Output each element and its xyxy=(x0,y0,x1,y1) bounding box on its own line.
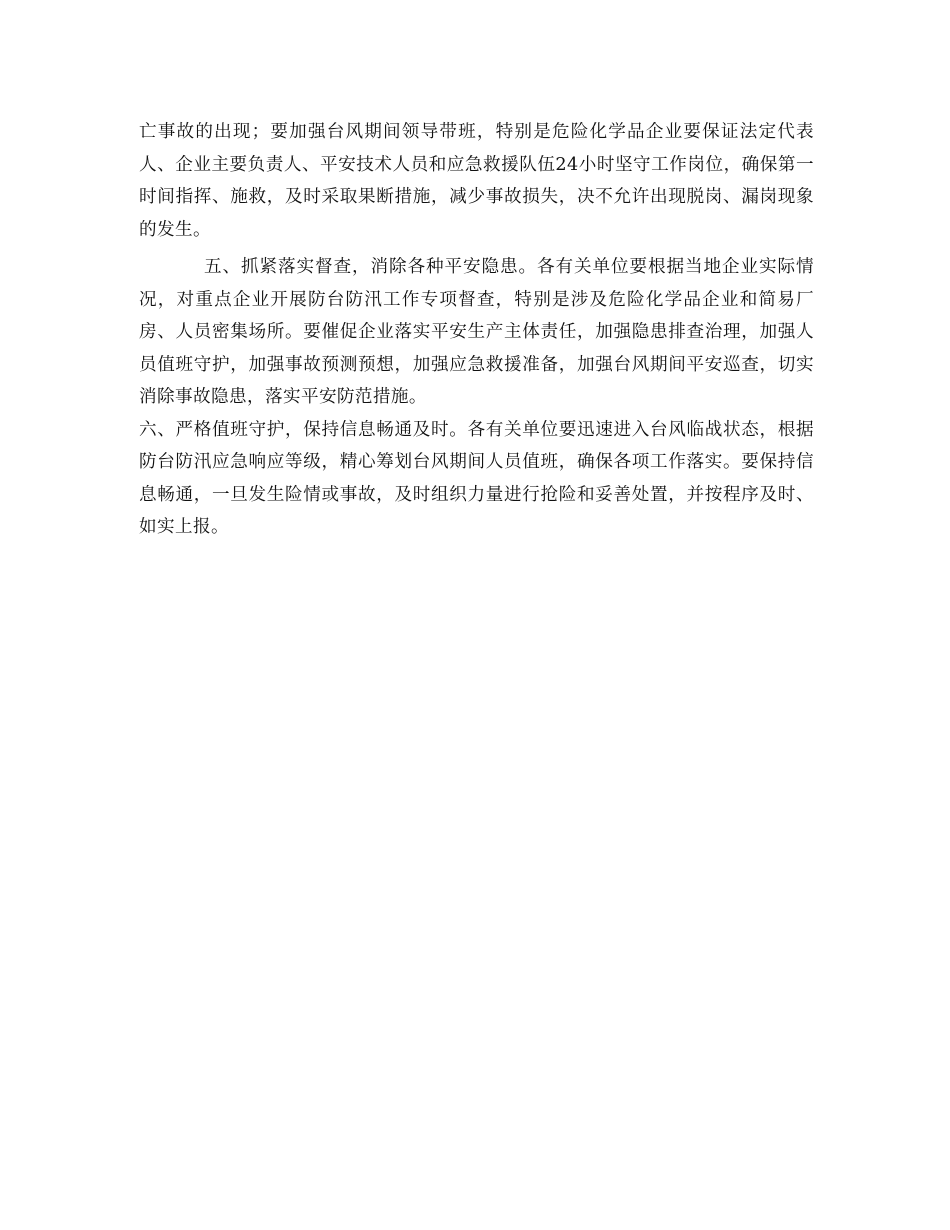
paragraph-section-six-duty: 六、严格值班守护，保持信息畅通及时。各有关单位要迅速进入台风临战状态，根据防台防汛应急响应等级，精心筹划台风期间人员值班，确保各项工作落实。要保持信息畅通，一旦发生险情或事故，及时组织力量进行抢险和妥善处置，并按程序及时、如实上报。 xyxy=(139,419,814,537)
document-body xyxy=(139,116,814,544)
paragraph-section-five-inspection: 五、抓紧落实督查，消除各种平安隐患。各有关单位要根据当地企业实际情况，对重点企业开展防台防汛工作专项督查，特别是涉及危险化学品企业和简易厂房、人员密集场所。要催促企业落实平安生产主体责任，加强隐患排查治理，加强人员值班守护，加强事故预测预想，加强应急救援准备，加强台风期间平安巡查，切实消除事故隐患，落实平安防范措施。 xyxy=(139,257,814,407)
paragraph-accident-leadership: 亡事故的出现；要加强台风期间领导带班，特别是危险化学品企业要保证法定代表人、企业主要负责人、平安技术人员和应急救援队伍24小时坚守工作岗位，确保第一时间指挥、施救，及时采取果断措施，减少事故损失，决不允许出现脱岗、漏岗现象的发生。 xyxy=(139,122,814,240)
